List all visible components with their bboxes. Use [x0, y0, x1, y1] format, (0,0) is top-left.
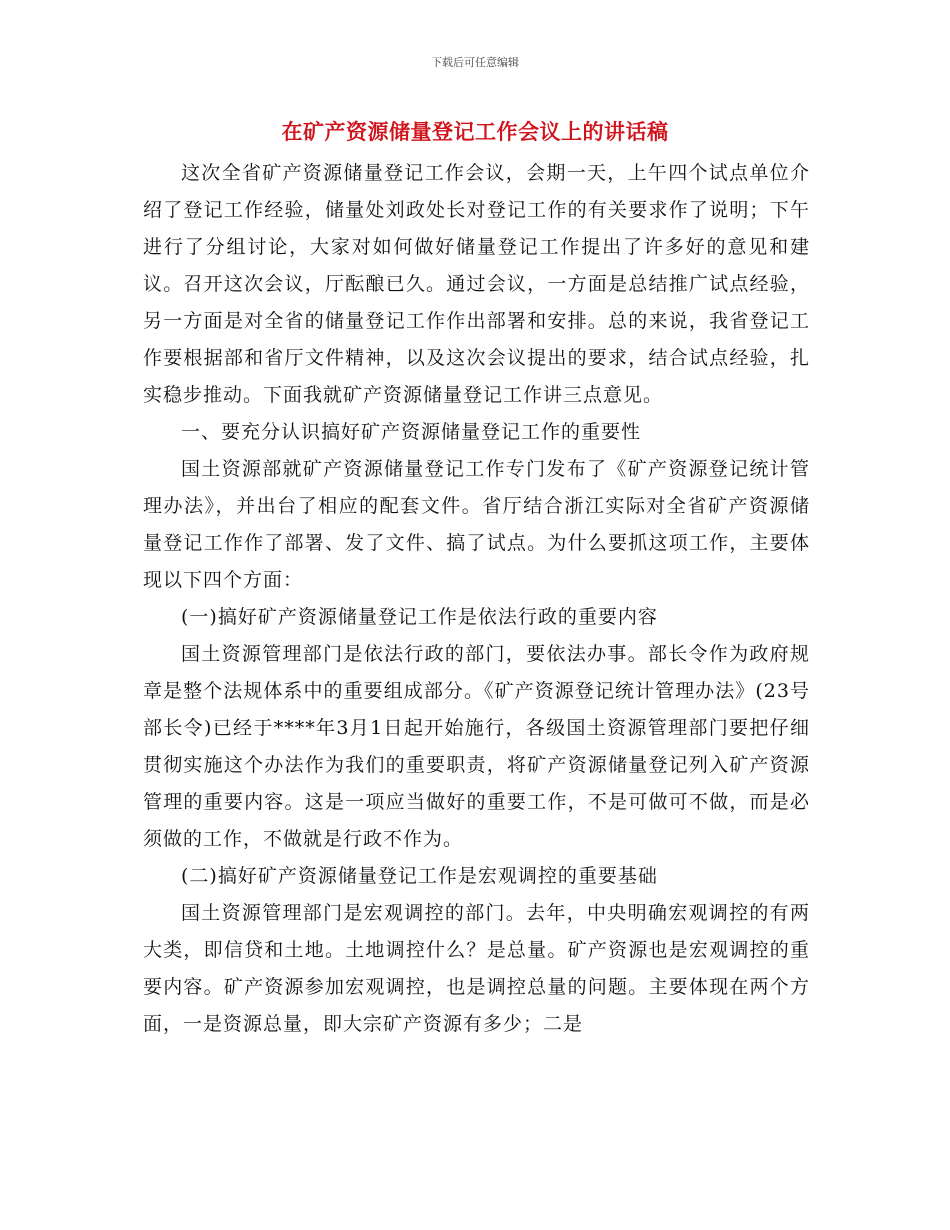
document-body [143, 155, 810, 1043]
paragraph-subsection-2: 国土资源管理部门是宏观调控的部门。去年，中央明确宏观调控的有两大类，即信贷和土地。土地调控什么？是总量。矿产资源也是宏观调控的重要内容。矿产资源参加宏观调控，也是调控总量的问题。主要体现在两个方面，一是资源总量，即大宗矿产资源有多少；二是 [143, 902, 810, 1035]
header-note: 下载后可任意编辑 [431, 56, 519, 69]
section-heading-1: 一、要充分认识搞好矿产资源储量登记工作的重要性 [181, 421, 642, 443]
paragraph-section-1: 国土资源部就矿产资源储量登记工作专门发布了《矿产资源登记统计管理办法》，并出台了相应的配套文件。省厅结合浙江实际对全省矿产资源储量登记工作作了部署、发了文件、搞了试点。为什么要抓这项工作，主要体现以下四个方面： [143, 458, 810, 591]
paragraph-subsection-1: 国土资源管理部门是依法行政的部门，要依法办事。部长令作为政府规章是整个法规体系中的重要组成部分。《矿产资源登记统计管理办法》(23号部长令)已经于****年3月1日起开始施行，各级国土资源管理部门要把仔细贯彻实施这个办法作为我们的重要职责，将矿产资源储量登记列入矿产资源管理的重要内容。这是一项应当做好的重要工作，不是可做可不做，而是必须做的工作，不做就是行政不作为。 [143, 643, 810, 850]
subsection-heading-1: (一)搞好矿产资源储量登记工作是依法行政的重要内容 [181, 606, 658, 628]
document-title: 在矿产资源储量登记工作会议上的讲话稿 [281, 119, 669, 144]
subsection-heading-2: (二)搞好矿产资源储量登记工作是宏观调控的重要基础 [181, 865, 658, 887]
paragraph-intro: 这次全省矿产资源储量登记工作会议，会期一天，上午四个试点单位介绍了登记工作经验，储量处刘政处长对登记工作的有关要求作了说明；下午进行了分组讨论，大家对如何做好储量登记工作提出了许多好的意见和建议。召开这次会议，厅酝酿已久。通过会议，一方面是总结推广试点经验，另一方面是对全省的储量登记工作作出部署和安排。总的来说，我省登记工作要根据部和省厅文件精神，以及这次会议提出的要求，结合试点经验，扎实稳步推动。下面我就矿产资源储量登记工作讲三点意见。 [143, 162, 810, 406]
